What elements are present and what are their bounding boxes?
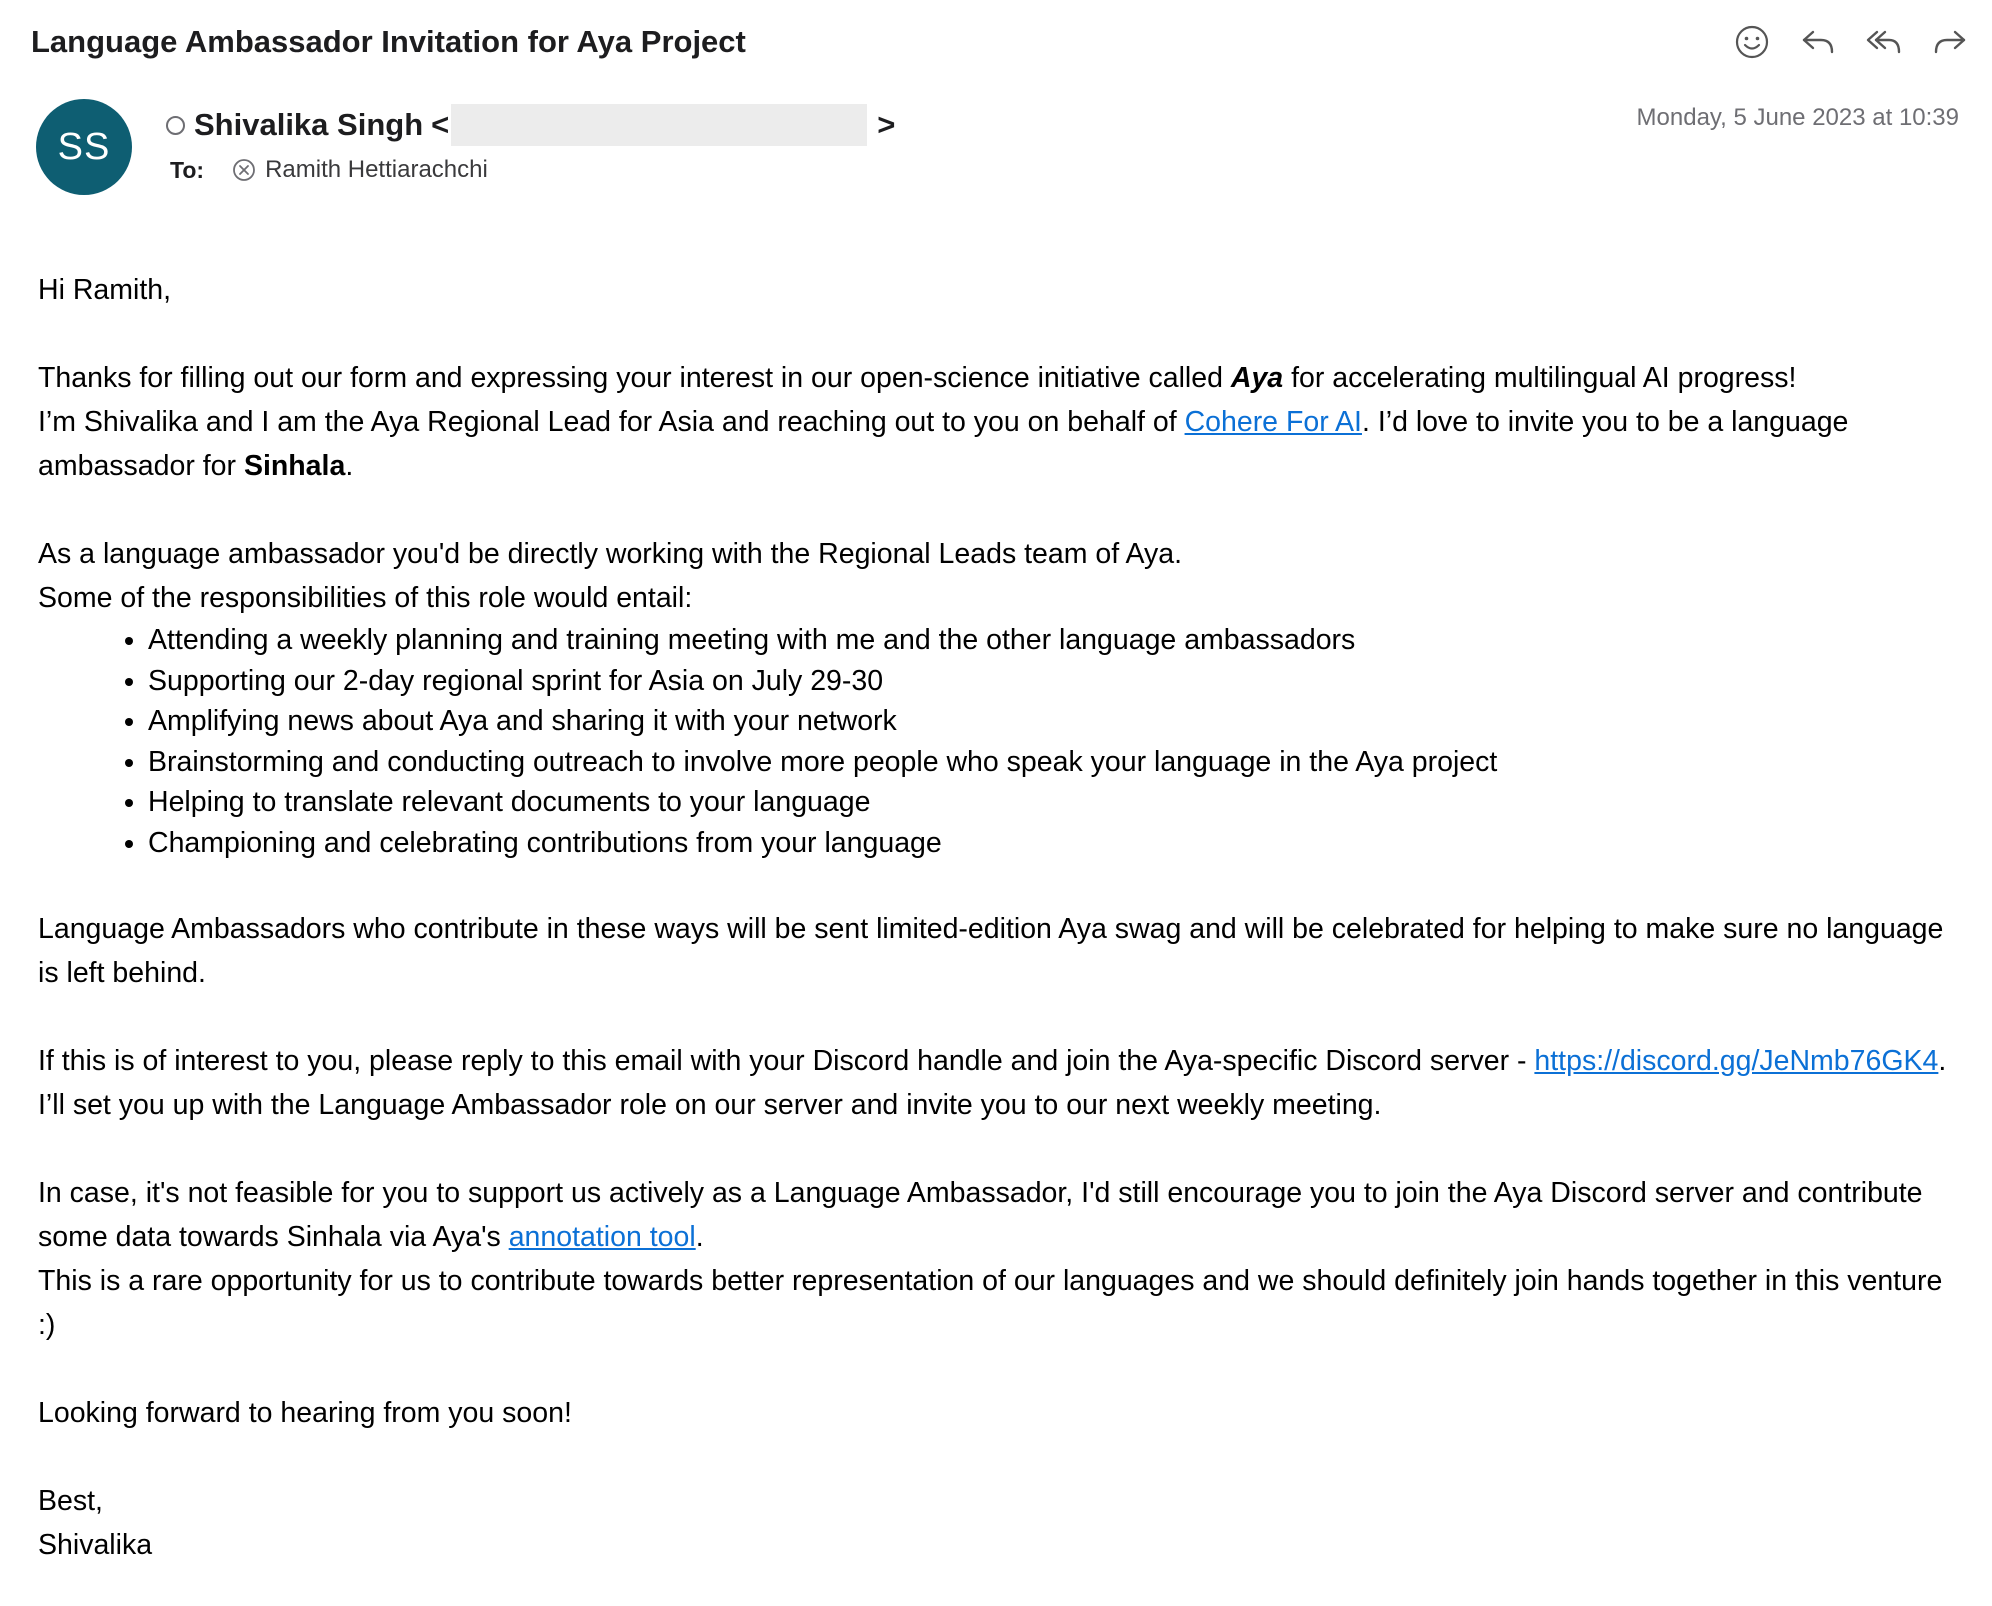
status-circle-icon	[166, 116, 185, 135]
list-item: • Amplifying news about Aya and sharing it with your network	[148, 701, 1958, 742]
interest-text-a: If this is of interest to you, please reply to this email with your Discord handle and join the Aya-specific Discord server -	[38, 1045, 1535, 1077]
sender-name[interactable]: Shivalika Singh	[194, 107, 424, 142]
cohere-for-ai-link[interactable]: Cohere For AI	[1184, 406, 1362, 438]
aya-emphasis: Aya	[1230, 362, 1284, 394]
fallback-text-b: .	[695, 1221, 704, 1253]
reply-button[interactable]	[1798, 22, 1838, 62]
reply-icon	[1799, 23, 1837, 61]
responsibilities-list	[38, 620, 1958, 863]
signoff: Best,	[38, 1485, 103, 1517]
email-header	[0, 0, 1992, 220]
annotation-tool-link[interactable]: annotation tool	[508, 1221, 696, 1253]
email-subject: Language Ambassador Invitation for Aya Project	[31, 24, 746, 59]
intro-text-b: for accelerating multilingual AI progress!	[1283, 362, 1797, 394]
interest-paragraph	[38, 1039, 1958, 1083]
role-line-1: As a language ambassador you'd be directly working with the Regional Leads team of Aya.	[38, 538, 1183, 570]
intro-paragraph	[38, 356, 1958, 400]
redacted-email-address	[451, 104, 867, 146]
email-date: Monday, 5 June 2023 at 10:39	[1636, 104, 1959, 131]
signature: Shivalika	[38, 1529, 153, 1561]
intro-text-a: Thanks for filling out our form and expressing your interest in our open-science initiative called	[38, 362, 1231, 394]
rare-opportunity-line: This is a rare opportunity for us to contribute towards better representation of our languages and we should definitely join hands together in this venture :)	[38, 1265, 1943, 1341]
email-body	[38, 268, 1958, 1567]
swag-paragraph: Language Ambassadors who contribute in these ways will be sent limited-edition Aya swag and will be celebrated for helping to make sure no language is left behind.	[38, 913, 1944, 989]
fallback-paragraph	[38, 1171, 1958, 1259]
sender-avatar[interactable]: SS	[36, 99, 132, 195]
role-line-2: Some of the responsibilities of this role would entail:	[38, 582, 693, 614]
list-item: • Attending a weekly planning and training meeting with me and the other language ambassadors	[148, 620, 1958, 661]
list-item: • Championing and celebrating contributions from your language	[148, 823, 1958, 864]
address-close-bracket: >	[877, 107, 896, 142]
list-item: • Brainstorming and conducting outreach to involve more people who speak your language in the Aya project	[148, 742, 1958, 783]
invitation-text-c: .	[345, 450, 354, 482]
reply-all-button[interactable]	[1864, 22, 1904, 62]
language-name: Sinhala	[243, 450, 346, 482]
email-toolbar	[1732, 22, 1970, 62]
interest-text-b: .	[1938, 1045, 1947, 1077]
reply-all-icon	[1865, 23, 1903, 61]
setup-line: I’ll set you up with the Language Ambassador role on our server and invite you to our next weekly meeting.	[38, 1089, 1382, 1121]
invitation-text-a: I’m Shivalika and I am the Aya Regional Lead for Asia and reaching out to you on behalf of	[38, 406, 1185, 438]
smiley-face-icon	[1733, 23, 1771, 61]
recipient-name[interactable]: Ramith Hettiarachchi	[265, 156, 488, 183]
closing-line: Looking forward to hearing from you soon!	[38, 1397, 572, 1429]
greeting: Hi Ramith,	[38, 274, 172, 306]
fallback-text-a: In case, it's not feasible for you to support us actively as a Language Ambassador, I'd still encourage you to join the Aya Discord server and contribute some data towards Sinhala via Aya's	[38, 1177, 1923, 1253]
list-item: • Supporting our 2-day regional sprint for Asia on July 29-30	[148, 661, 1958, 702]
forward-button[interactable]	[1930, 22, 1970, 62]
remove-recipient-icon[interactable]	[232, 158, 256, 182]
sender-line	[166, 104, 895, 146]
list-item: • Helping to translate relevant documents to your language	[148, 782, 1958, 823]
discord-invite-link[interactable]: https://discord.gg/JeNmb76GK4	[1534, 1045, 1939, 1077]
recipients-line	[170, 156, 488, 184]
to-label: To:	[170, 156, 205, 183]
invitation-text-b: . I’d love to invite you to be a language ambassador for	[38, 406, 1849, 482]
forward-icon	[1931, 23, 1969, 61]
invitation-paragraph	[38, 400, 1958, 488]
address-open-bracket: <	[431, 107, 450, 142]
reaction-button[interactable]	[1732, 22, 1772, 62]
